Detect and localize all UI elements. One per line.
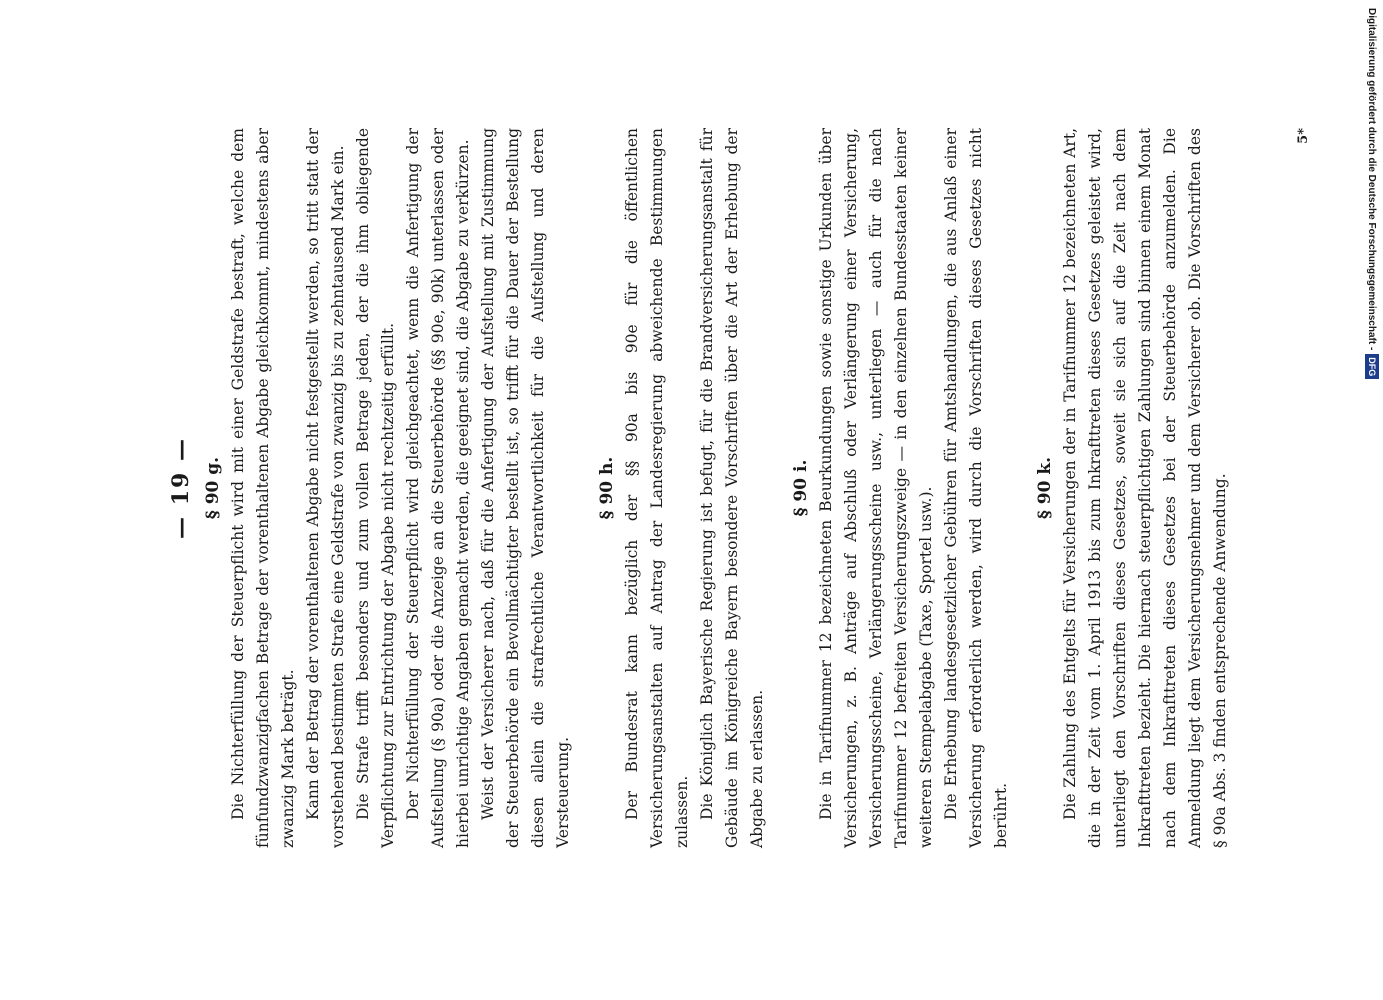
- dfg-logo: DFG: [1365, 354, 1379, 379]
- paragraph: Die Königlich Bayerische Regierung ist befugt, für die Brandversicherungsanstalt für Gebäude im Königreiche Bayern besondere Vorschriften über die Art der Erhebung der Abgabe zu erlassen.: [698, 128, 766, 848]
- page-number: — 19 —: [168, 437, 194, 539]
- section-heading: § 90 g.: [203, 456, 223, 520]
- section-heading: § 90 h.: [597, 456, 617, 520]
- dfg-credit-text: Digitalisierung gefördert durch die Deutsche Forschungsgemeinschaft -: [1366, 8, 1377, 351]
- dfg-sidebar: [1357, 8, 1379, 998]
- section-90i: [790, 128, 1014, 848]
- paragraph: Die Strafe trifft besonders und zum vollen Betrage jeden, der die ihm obliegende Verpflichtung zur Entrichtung der Abgabe nicht rechtzeitig erfüllt.: [354, 128, 397, 848]
- section-90k: [1034, 128, 1233, 848]
- section-heading: § 90 k.: [1035, 456, 1055, 520]
- paragraph: Der Bundesrat kann bezüglich der §§ 90a bis 90e für die öffentlichen Versicherungsanstalten auf Antrag der Landesregierung abweichende Bestimmungen zulassen.: [623, 128, 691, 848]
- paragraph: Die Zahlung des Entgelts für Versicherungen der in Tarifnummer 12 bezeichneten Art, die in der Zeit vom 1. April 1913 bis zum Inkrafttreten dieses Gesetzes geleistet wird, unterliegt den Vorschriften dieses Gesetzes, soweit sie sich auf die Zeit nach dem Inkrafttreten bezieht. Die hiernach steuerpflichtigen Zahlungen sind binnen einem Monat nach dem Inkrafttreten dieses Gesetzes bei der Steuerbehörde anzumelden. Die Anmeldung liegt dem Versicherungsnehmer und dem Versicherer ob. Die Vorschriften des § 90a Abs. 3 finden entsprechende Anwendung.: [1061, 128, 1229, 848]
- paragraph: Weist der Versicherer nach, daß für die Anfertigung der Aufstellung mit Zustimmung der Steuerbehörde ein Bevollmächtigter bestellt ist, so trifft für die Dauer der Bestellung diesen allein die strafrechtliche Verantwortlichkeit für die Aufstellung und deren Versteuerung.: [479, 128, 572, 848]
- section-90g: [202, 128, 576, 848]
- paragraph: Der Nichterfüllung der Steuerpflicht wird gleichgeachtet, wenn die Anfertigung der Aufstellung (§ 90a) oder die Anzeige an die Steuerbehörde (§§ 90e, 90k) unterlassen oder hierbei unrichtige Angaben gemacht werden, die geeignet sind, die Abgabe zu verkürzen.: [404, 128, 472, 848]
- paragraph: Die Erhebung landesgesetzlicher Gebühren für Amtshandlungen, die aus Anlaß einer Versicherung erforderlich werden, wird durch die Vorschriften dieses Gesetzes nicht berührt.: [942, 128, 1010, 848]
- section-90h: [596, 128, 770, 848]
- paragraph: Die in Tarifnummer 12 bezeichneten Beurkundungen sowie sonstige Urkunden über Versicherungen, z. B. Anträge auf Abschluß oder Verlängerung einer Versicherung, Versicherungsscheine, Verlängerungsscheine usw., unterliegen — auch für die nach Tarifnummer 12 befreiten Versicherungszweige — in den einzelnen Bundesstaaten keiner weiteren Stempelabgabe (Taxe, Sportel usw.).: [817, 128, 935, 848]
- section-heading: § 90 i.: [791, 459, 811, 517]
- paragraph: Die Nichterfüllung der Steuerpflicht wird mit einer Geldstrafe bestraft, welche dem fünfundzwanzigfachen Betrage der vorenthaltenen Abgabe gleichkommt, mindestens aber zwanzig Mark beträgt.: [229, 128, 297, 848]
- paragraph: Kann der Betrag der vorenthaltenen Abgabe nicht festgestellt werden, so tritt statt der vorstehend bestimmten Strafe eine Geldstrafe von zwanzig bis zu zehntausend Mark ein.: [304, 128, 347, 848]
- signature-mark: 5*: [1296, 128, 1311, 144]
- rotated-text-block: [166, 128, 1311, 848]
